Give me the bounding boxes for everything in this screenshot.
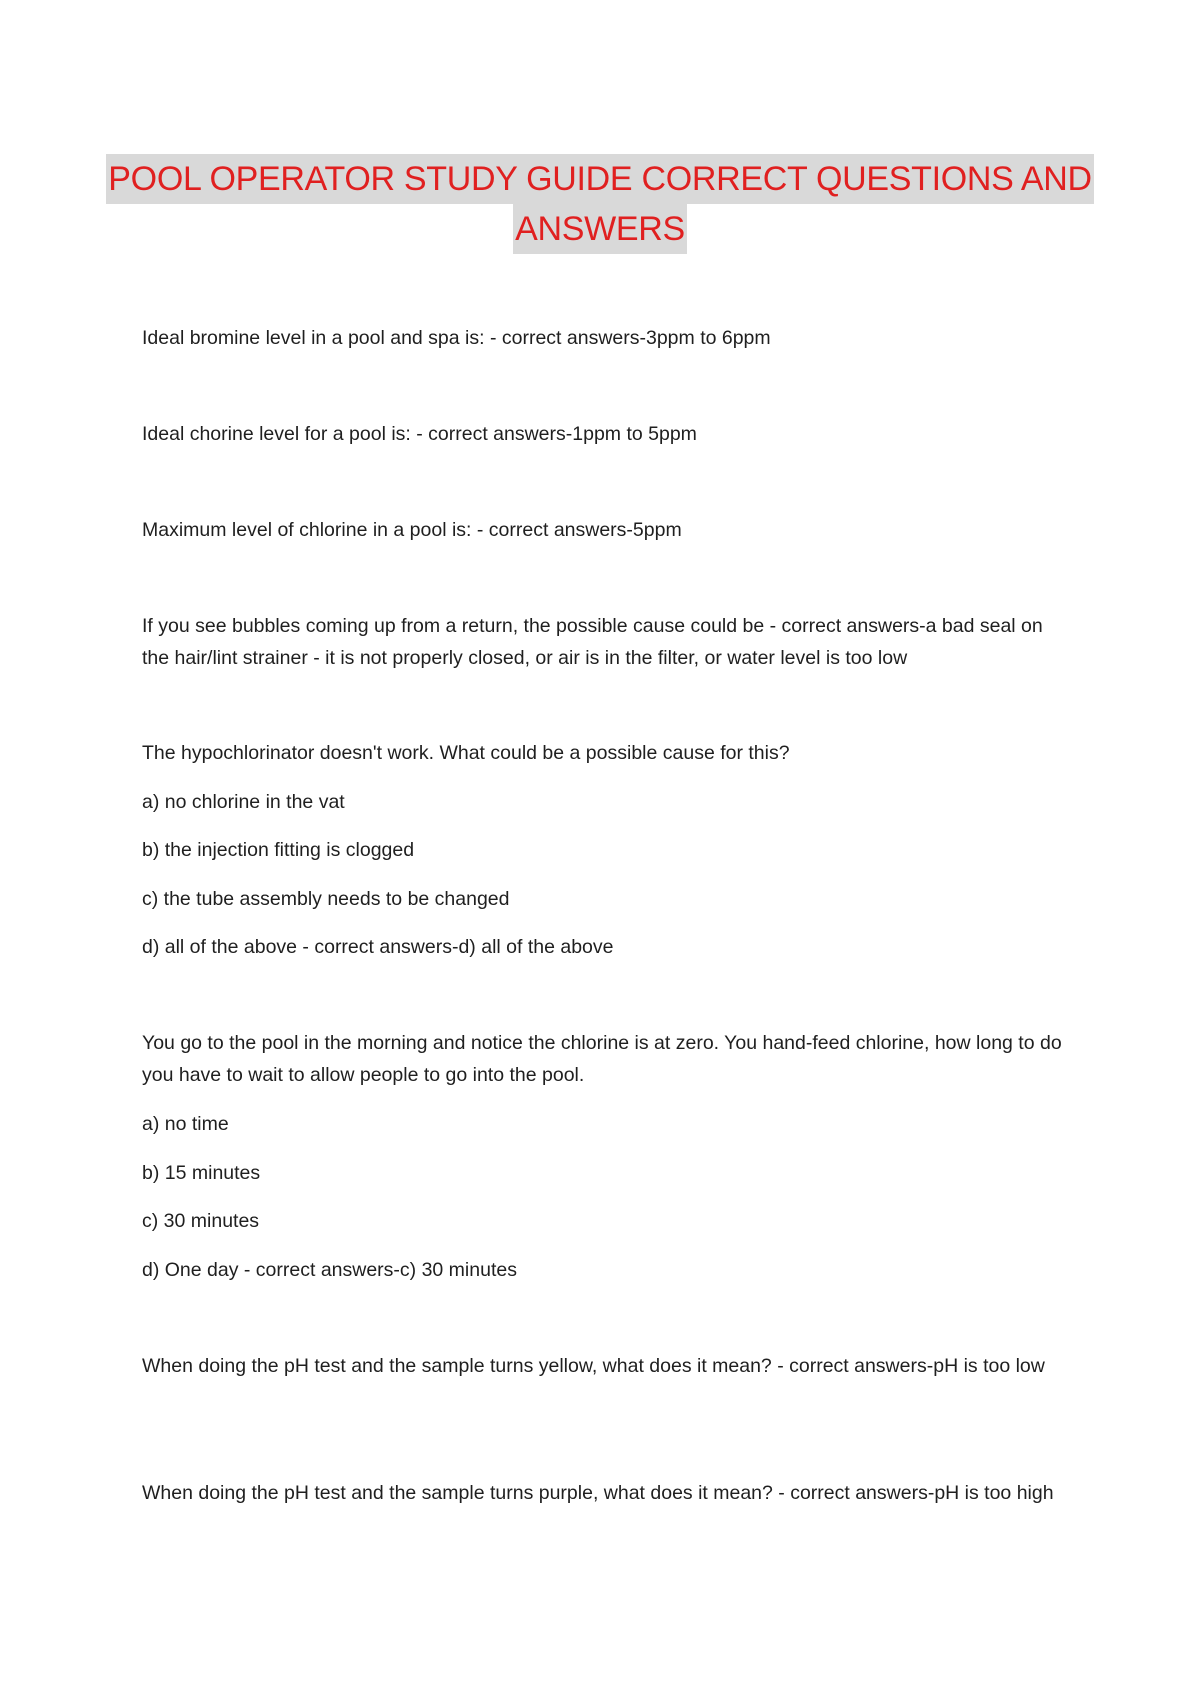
qa-max-chlorine: Maximum level of chlorine in a pool is: - correct answers-5ppm xyxy=(142,519,682,541)
option-b-hypochlorinator: b) the injection fitting is clogged xyxy=(142,839,415,861)
option-c-hand-feed: c) 30 minutes xyxy=(142,1210,260,1232)
question-hypochlorinator: The hypochlorinator doesn't work. What could be a possible cause for this? xyxy=(142,742,790,764)
qa-bubbles-return: If you see bubbles coming up from a return, the possible cause could be - correct answers-a bad seal on the hair/lint strainer - it is not properly closed, or air is in the filter, or water level is too low xyxy=(142,615,1043,669)
qa-ph-yellow: When doing the pH test and the sample turns yellow, what does it mean? - correct answers-pH is too low xyxy=(142,1355,1045,1377)
option-c-hypochlorinator: c) the tube assembly needs to be changed xyxy=(142,888,510,910)
option-d-hand-feed: d) One day - correct answers-c) 30 minutes xyxy=(142,1259,517,1281)
document-title xyxy=(0,154,1200,254)
title-line-1: POOL OPERATOR STUDY GUIDE CORRECT QUESTIONS AND xyxy=(106,154,1093,204)
option-d-hypochlorinator: d) all of the above - correct answers-d) all of the above xyxy=(142,936,614,958)
qa-chlorine-level: Ideal chorine level for a pool is: - correct answers-1ppm to 5ppm xyxy=(142,423,697,445)
option-a-hypochlorinator: a) no chlorine in the vat xyxy=(142,791,345,813)
title-line-2: ANSWERS xyxy=(513,204,687,254)
option-a-hand-feed: a) no time xyxy=(142,1113,229,1135)
qa-ph-purple: When doing the pH test and the sample turns purple, what does it mean? - correct answers-pH is too high xyxy=(142,1482,1054,1504)
question-hand-feed: You go to the pool in the morning and notice the chlorine is at zero. You hand-feed chlorine, how long to do you have to wait to allow people to go into the pool. xyxy=(142,1032,1062,1086)
option-b-hand-feed: b) 15 minutes xyxy=(142,1162,261,1184)
qa-bromine-level: Ideal bromine level in a pool and spa is: - correct answers-3ppm to 6ppm xyxy=(142,327,771,349)
